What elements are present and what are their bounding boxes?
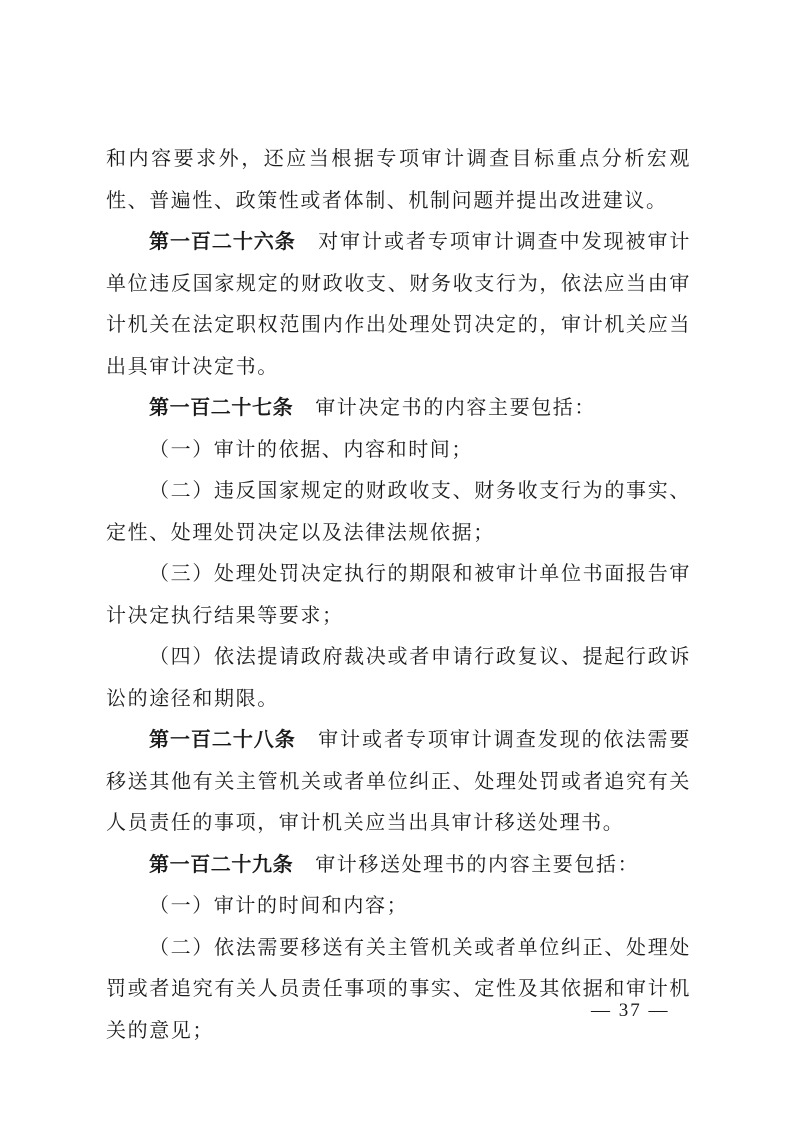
document-body — [106, 138, 691, 1051]
paragraph-text: （一）审计的时间和内容； — [149, 893, 409, 917]
paragraph-text: （二）违反国家规定的财政收支、财务收支行为的事实、定性、处理处罚决定以及法律法规依据； — [106, 478, 691, 544]
article-number: 第一百二十六条 — [149, 229, 296, 253]
page-number: — 37 — — [591, 1000, 670, 1021]
paragraph-text: 审计移送处理书的内容主要包括： — [315, 851, 640, 876]
article-127-paragraph — [106, 387, 691, 429]
list-item — [106, 927, 691, 1052]
paragraph-text: 和内容要求外，还应当根据专项审计调查目标重点分析宏观性、普遍性、政策性或者体制、机制问题并提出改进建议。 — [106, 146, 691, 212]
paragraph-continuation — [106, 138, 691, 221]
list-item — [106, 636, 691, 719]
paragraph-text: （一）审计的依据、内容和时间； — [149, 436, 473, 461]
paragraph-text: （二）依法需要移送有关主管机关或者单位纠正、处理处罚或者追究有关人员责任事项的事实、定性及其依据和审计机关的意见； — [106, 934, 691, 1042]
article-126-paragraph — [106, 221, 691, 387]
list-item — [106, 885, 691, 927]
article-number: 第一百二十九条 — [149, 851, 294, 876]
article-128-paragraph — [106, 719, 691, 844]
paragraph-text: 审计或者专项审计调查发现的依法需要移送其他有关主管机关或者单位纠正、处理处罚或者追究有关人员责任的事项，审计机关应当出具审计移送处理书。 — [106, 727, 692, 834]
paragraph-text: （四）依法提请政府裁决或者申请行政复议、提起行政诉讼的途径和期限。 — [106, 644, 691, 710]
article-129-paragraph — [106, 844, 691, 886]
list-item — [106, 470, 691, 553]
list-item — [106, 429, 691, 471]
article-number: 第一百二十七条 — [149, 395, 294, 419]
article-number: 第一百二十八条 — [149, 727, 296, 751]
paragraph-text: （三）处理处罚决定执行的期限和被审计单位书面报告审计决定执行结果等要求； — [106, 561, 691, 627]
list-item — [106, 553, 691, 636]
paragraph-text: 对审计或者专项审计调查中发现被审计单位违反国家规定的财政收支、财务收支行为，依法应当由审计机关在法定职权范围内作出处理处罚决定的，审计机关应当出具审计决定书。 — [106, 229, 692, 378]
paragraph-text: 审计决定书的内容主要包括： — [315, 395, 597, 419]
